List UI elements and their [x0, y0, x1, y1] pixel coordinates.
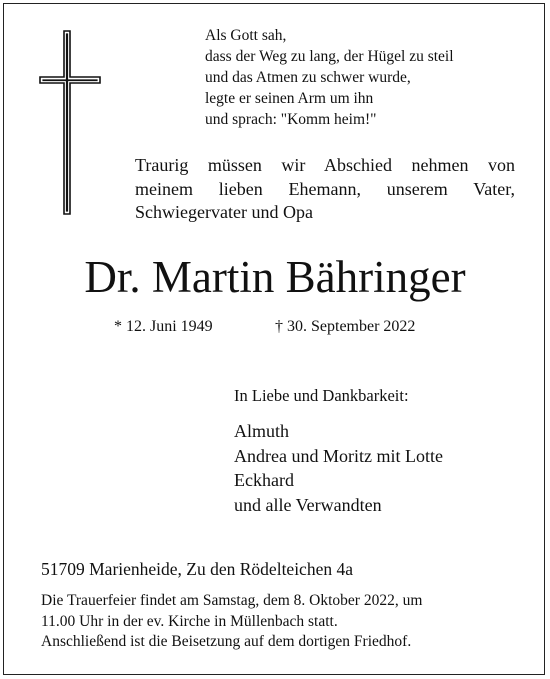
mourner-name: Almuth — [234, 421, 290, 441]
mourner-name: Eckhard — [234, 470, 294, 490]
funeral-info — [41, 591, 511, 653]
mourners-list — [234, 419, 443, 517]
deceased-name: Dr. Martin Bähringer — [84, 252, 466, 302]
address: 51709 Marienheide, Zu den Rödelteichen 4a — [41, 559, 353, 579]
funeral-line: 11.00 Uhr in der ev. Kirche in Müllenbach statt. — [41, 612, 338, 630]
birth-date: * 12. Juni 1949 — [114, 318, 213, 335]
poem-line: Als Gott sah, — [205, 27, 287, 44]
intro-text — [135, 154, 515, 225]
intro-line: meinem lieben Ehemann, unserem Vater, — [135, 178, 515, 199]
poem-line: und das Atmen zu schwer wurde, — [205, 69, 411, 86]
death-date: † 30. September 2022 — [275, 318, 416, 335]
mourners-heading: In Liebe und Dankbarkeit: — [234, 386, 409, 405]
poem-line: dass der Weg zu lang, der Hügel zu steil — [205, 48, 454, 65]
mourner-name: und alle Verwandten — [234, 494, 382, 515]
poem-line: legte er seinen Arm um ihn — [205, 90, 374, 107]
funeral-line: Die Trauerfeier findet am Samstag, dem 8. Oktober 2022, um — [41, 592, 423, 609]
intro-line: Schwiegervater und Opa — [135, 202, 313, 222]
mourner-name: Andrea und Moritz mit Lotte — [234, 445, 443, 466]
outline-cross-icon — [38, 30, 102, 215]
poem-line: und sprach: "Komm heim!" — [205, 111, 377, 128]
poem — [205, 25, 454, 130]
funeral-line: Anschließend ist die Beisetzung auf dem dortigen Friedhof. — [41, 633, 412, 650]
intro-line: Traurig müssen wir Abschied nehmen von — [135, 155, 515, 175]
